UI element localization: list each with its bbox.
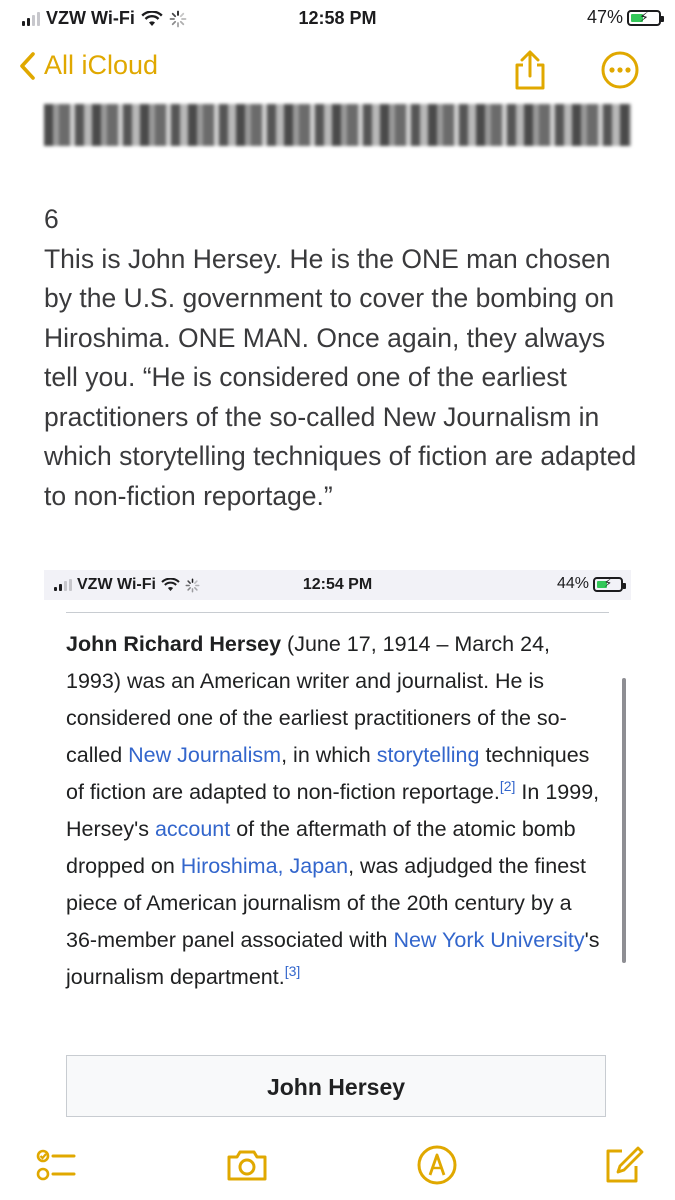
- wiki-text: of the aftermath of the atomic bomb dropped on: [66, 817, 576, 878]
- divider: [66, 612, 609, 613]
- back-button[interactable]: [18, 50, 158, 81]
- markup-pen-icon[interactable]: [414, 1142, 460, 1188]
- infobox-title: John Hersey: [66, 1055, 606, 1117]
- citation-3[interactable]: [3]: [284, 963, 301, 979]
- battery-icon: [627, 10, 661, 26]
- carrier-label: VZW Wi-Fi: [46, 8, 135, 28]
- nav-bar: [0, 36, 675, 104]
- battery-icon: [593, 577, 623, 592]
- note-body[interactable]: [44, 200, 644, 516]
- wiki-paragraph: [66, 626, 606, 996]
- link-new-york-university[interactable]: New York University: [393, 928, 585, 952]
- link-storytelling[interactable]: storytelling: [376, 743, 480, 767]
- wiki-text: techniques of fiction are adapted to non-fiction reportage.: [66, 743, 590, 804]
- wiki-subject-name: John Richard Hersey: [66, 632, 282, 656]
- charging-bolt-icon: ⚡: [603, 575, 613, 590]
- attached-photo[interactable]: [44, 104, 631, 146]
- status-bar: [0, 0, 675, 36]
- link-hiroshima-japan[interactable]: Hiroshima, Japan: [180, 854, 349, 878]
- more-icon[interactable]: [598, 48, 642, 92]
- note-paragraph: This is John Hersey. He is the ONE man chosen by the U.S. government to cover the bombing on Hiroshima. ONE MAN. Once again, they always tell you. “He is considered one of the earliest practitioners of the so-called New Journalism in which storytelling techniques of fiction are adapted to non-fiction reportage.”: [44, 243, 637, 511]
- wiki-text: , was adjudged the finest piece of American journalism of the 20th century by a 36-member panel associated with: [66, 854, 586, 952]
- embedded-battery-percent: 44%: [556, 575, 589, 592]
- bottom-toolbar: [0, 1130, 675, 1200]
- embedded-carrier: VZW Wi-Fi: [77, 576, 156, 593]
- embedded-screenshot[interactable]: [44, 570, 631, 1130]
- share-icon[interactable]: [508, 48, 552, 92]
- status-right: [587, 7, 661, 28]
- chevron-left-icon: [18, 51, 36, 81]
- battery-percent: 47%: [586, 7, 623, 27]
- wiki-text: 's journalism department.: [66, 928, 600, 989]
- citation-2[interactable]: [2]: [499, 778, 516, 794]
- compose-icon[interactable]: [600, 1142, 646, 1188]
- wiki-text: In 1999, Hersey's: [66, 780, 600, 841]
- link-new-journalism[interactable]: New Journalism: [128, 743, 282, 767]
- back-label: All iCloud: [44, 50, 159, 80]
- wiki-text: , in which: [281, 743, 377, 767]
- wiki-text: (June 17, 1914 – March 24, 1993) was an American writer and journalist. He is considered one of the earliest practitioners of the so-called: [66, 632, 567, 767]
- charging-bolt-icon: ⚡: [639, 8, 649, 25]
- embedded-status-bar: [44, 570, 631, 600]
- checklist-icon[interactable]: [32, 1142, 78, 1188]
- status-time: 12:58 PM: [298, 8, 377, 28]
- note-number: 6: [44, 204, 59, 234]
- link-account[interactable]: account: [154, 817, 231, 841]
- embedded-status-right: [557, 575, 623, 593]
- embedded-time: 12:54 PM: [302, 576, 373, 593]
- camera-icon[interactable]: [224, 1142, 270, 1188]
- scroll-indicator: [622, 678, 626, 963]
